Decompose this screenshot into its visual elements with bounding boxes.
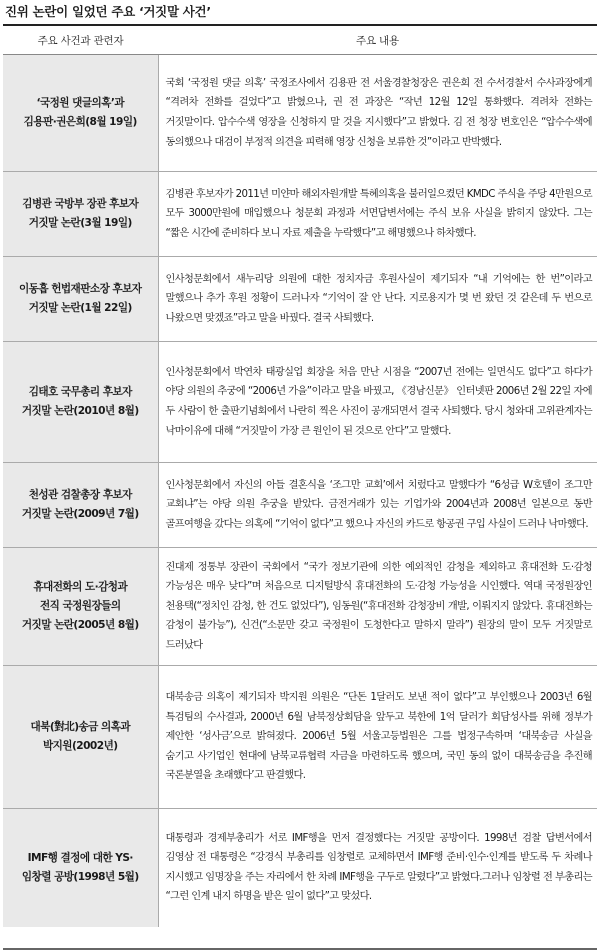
table-row (3, 548, 597, 666)
table-row (3, 809, 597, 927)
header-subject: 주요 사건과 관련자 (3, 26, 158, 55)
row-content: 김병관 후보자가 2011년 미얀마 해외자원개발 특혜의혹을 불러일으켰던 KMDC 주식을 주당 4만원으로 모두 3000만원에 매입했으나 청문회 과정과 서면답변서에는 주식 보유 사실을 밝히지 않았다. 그는 “짧은 시간에 준비하다 보니 자료 제출을 누락했다”고 해명했으나 하차했다. (158, 172, 597, 257)
row-content: 국회 ‘국정원 댓글 의혹’ 국정조사에서 김용판 전 서울경찰청장은 권은희 전 수서경찰서 수사과장에게 “격려차 전화를 걸었다”고 밝혔으나, 권 전 과장은 “작년 12월 12일 통화했다. 격려차 전화는 거짓말이다. 압수수색 영장을 신청하지 말 것을 지시했다”고 밝혔다. 김 전 청장 변호인은 “압수수색에 동의했으나 대검이 부정적 의견을 피력해 영장 신청을 보류한 것”이라고 반박했다. (158, 55, 597, 172)
table-row (3, 342, 597, 463)
row-content: 인사청문회에서 박연차 태광실업 회장을 처음 만난 시점을 “2007년 전에는 일면식도 없다”고 하다가 야당 의원의 추궁에 “2006년 가을”이라고 말을 바꿨고, 《경남신문》 인터넷판 2006년 2월 22일 자에 두 사람이 한 출판기념회에서 나란히 찍은 사진이 공개되면서 결국 사퇴했다. 당시 청와대 고위관계자는 낙마이유에 대해 “거짓말이 가장 큰 원인이 된 것으로 안다”고 말했다. (158, 342, 597, 463)
table-row (3, 55, 597, 172)
row-subject: ‘국정원 댓글의혹’과 김용판·권은희(8월 19일) (3, 55, 158, 172)
row-subject: 이동흡 헌법재판소장 후보자 거짓말 논란(1월 22일) (3, 257, 158, 342)
row-subject: 휴대전화의 도·감청과 전직 국정원장들의 거짓말 논란(2005년 8월) (3, 548, 158, 666)
table-row (3, 172, 597, 257)
row-content: 인사청문회에서 새누리당 의원에 대한 정치자금 후원사실이 제기되자 “내 기억에는 한 번”이라고 말했으나 추가 후원 정황이 드러나자 “기억이 잘 안 난다. 지로용지가 몇 번 왔던 것 같은데 두 번으로 나왔으면 맞겠죠”라고 말을 바꿨다. 결국 사퇴했다. (158, 257, 597, 342)
header-content: 주요 내용 (158, 26, 597, 55)
row-content: 인사청문회에서 자신의 아들 결혼식을 ‘조그만 교회’에서 치렀다고 말했다가 “6성급 W호텔이 조그만 교회냐”는 야당 의원 추궁을 받았다. 금전거래가 있는 기업가와 2004년과 2008년 일본으로 동반 골프여행을 갔다는 의혹에 “기억이 없다”고 했으나 자신의 카드로 항공권 구입 사실이 드러나 낙마했다. (158, 463, 597, 548)
row-content: 대통령과 경제부총리가 서로 IMF행을 먼저 결정했다는 거짓말 공방이다. 1998년 검찰 답변서에서 김영삼 전 대통령은 “강경식 부총리를 임창렬로 교체하면서 IMF행 준비·인수·인계를 받도록 두 차례나 지시했고 임명장을 주는 자리에서 한 차례 IMF행을 구두로 알렸다”고 밝혔다.그러나 임창렬 전 부총리는 “그런 인계 내지 하명을 받은 일이 없다”고 맞섰다. (165, 832, 592, 903)
lie-cases-table (3, 26, 597, 927)
table-row (3, 463, 597, 548)
table-row (3, 257, 597, 342)
table-row (3, 666, 597, 809)
table-header-row (3, 26, 597, 55)
row-content: 대북송금 의혹이 제기되자 박지원 의원은 “단돈 1달러도 보낸 적이 없다”고 부인했으나 2003년 6월 특검팀의 수사결과, 2000년 6월 남북정상회담을 앞두고 북한에 1억 달러가 회담성사를 위해 정부가 제안한 ‘성사금’으로 밝혀졌다. 2006년 5월 서울고등법원은 그를 법정구속하며 ‘대북송금 사실을 숨기고 사기업인 현대에 남북교류협력 자금을 마련하도록 했으며, 국민 동의 없이 대북송금을 추진해 국론분열을 초래했다’고 판결했다. (158, 666, 597, 809)
row-subject: 김병관 국방부 장관 후보자 거짓말 논란(3월 19일) (3, 172, 158, 257)
row-subject: 천성관 검찰총장 후보자 거짓말 논란(2009년 7월) (3, 463, 158, 548)
row-content: 진대제 정통부 장관이 국회에서 “국가 정보기관에 의한 예외적인 감청을 제외하고 휴대전화 도·감청 가능성은 매우 낮다”며 처음으로 디지털방식 휴대전화의 도·감청 가능성을 시인했다. 역대 국정원장인 천용택(“정치인 감청, 한 건도 없었다”), 임동원(“휴대전화 감청장비 개발, 이뤄지지 않았다. 휴대전화는 감청이 불가능”), 신건(“소문만 갖고 국정원이 도청한다고 말하지 말라”) 원장의 말이 모두 거짓말로 드러났다 (158, 548, 597, 666)
page-title: 진위 논란이 일었던 주요 ‘거짓말 사건’ (3, 0, 597, 26)
row-subject: IMF행 결정에 대한 YS· 임창렬 공방(1998년 5월) (3, 809, 158, 927)
row-subject: 김태호 국무총리 후보자 거짓말 논란(2010년 8월) (3, 342, 158, 463)
row-subject: 대북(對北)송금 의혹과 박지원(2002년) (3, 666, 158, 809)
